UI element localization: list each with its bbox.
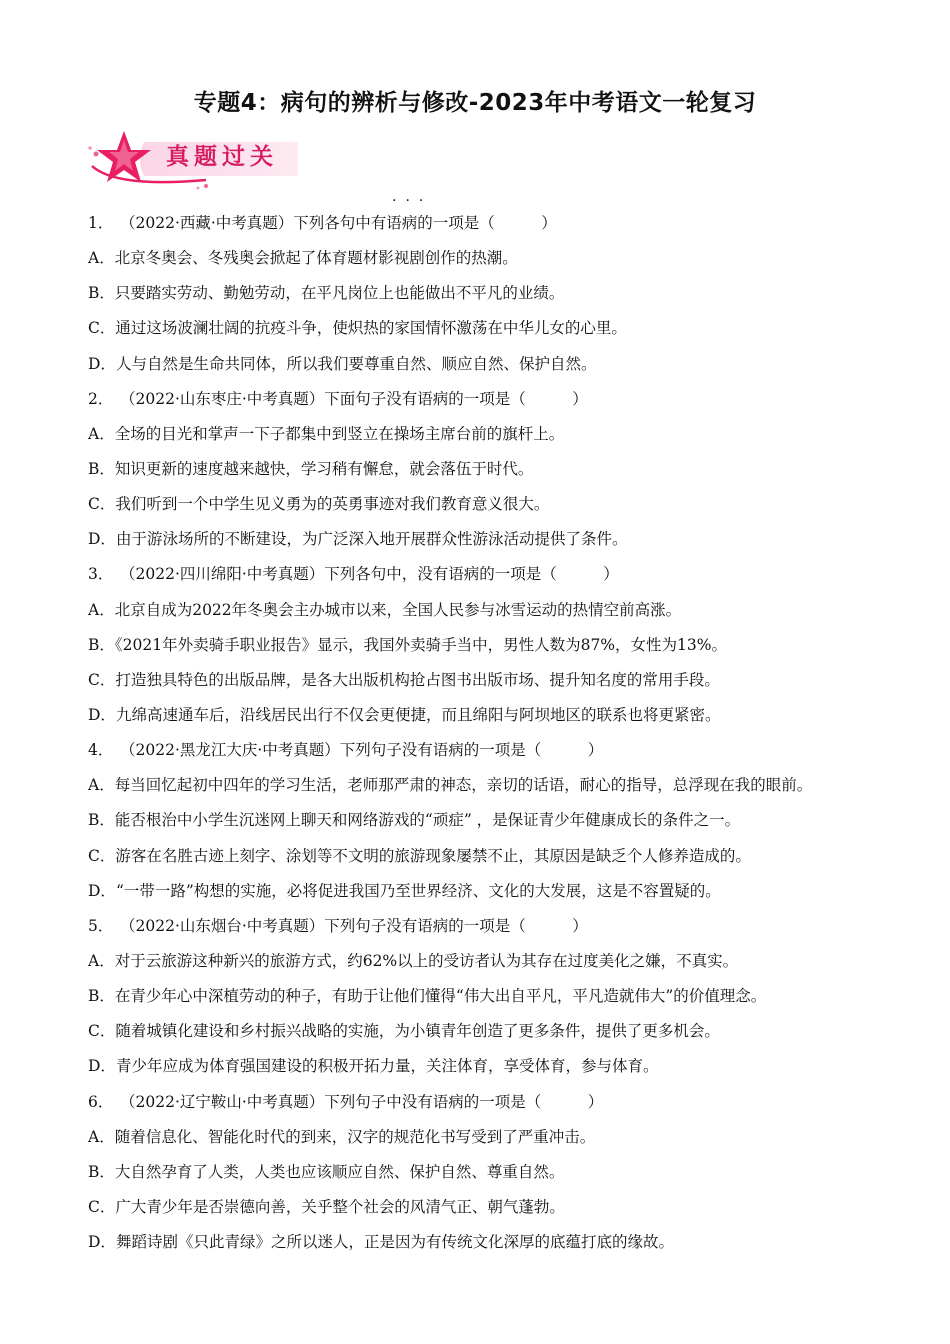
question-number: 6． [88, 1092, 114, 1111]
answer-option [88, 487, 888, 522]
option-text: 青少年应成为体育强国建设的积极开拓力量，关注体育，享受体育，参与体育。 [115, 1057, 659, 1076]
answer-option [88, 839, 888, 874]
answer-option [88, 663, 888, 698]
option-text: 人与自然是生命共同体，所以我们要尊重自然、顺应自然、保护自然。 [115, 354, 597, 373]
question-stem [88, 1085, 888, 1120]
question-text: （2022·四川绵阳·中考真题）下列各句中，没有语病的一项是（ ） [120, 565, 619, 584]
option-label: A． [88, 776, 115, 795]
question-stem [88, 909, 888, 944]
answer-option [88, 1014, 888, 1049]
answer-option [88, 803, 888, 838]
option-label: B． [88, 811, 115, 830]
option-label: A． [88, 424, 115, 443]
question-number: 4． [88, 741, 114, 760]
answer-option [88, 241, 888, 276]
option-text: 只要踏实劳动、勤勉劳动，在平凡岗位上也能做出不平凡的业绩。 [114, 284, 565, 303]
answer-option [88, 593, 888, 628]
option-text: 北京冬奥会、冬残奥会掀起了体育题材影视剧创作的热潮。 [114, 249, 518, 268]
option-text: 游客在名胜古迹上刻字、涂划等不文明的旅游现象屡禁不止，其原因是缺乏个人修养造成的。 [115, 846, 751, 865]
option-label: D． [88, 354, 116, 373]
option-text: 每当回忆起初中四年的学习生活，老师那严肃的神态，亲切的话语，耐心的指导，总浮现在我的眼前。 [114, 776, 813, 795]
option-text: 知识更新的速度越来越快，学习稍有懈怠，就会落伍于时代。 [114, 459, 534, 478]
option-label: A． [88, 1127, 115, 1146]
option-label: C． [88, 495, 116, 514]
question-stem [88, 206, 888, 241]
option-text: 通过这场波澜壮阔的抗疫斗争，使炽热的家国情怀激荡在中华儿女的心里。 [115, 319, 627, 338]
section-banner [86, 128, 301, 192]
option-text: 《2021年外卖骑手职业报告》显示，我国外卖骑手当中，男性人数为87%，女性为13%。 [114, 635, 727, 654]
option-text: 在青少年心中深植劳动的种子，有助于让他们懂得“伟大出自平凡，平凡造就伟大”的价值理念。 [114, 987, 767, 1006]
option-text: 打造独具特色的出版品牌，是各大出版机构抢占图书出版市场、提升知名度的常用手段。 [115, 670, 720, 689]
answer-option [88, 417, 888, 452]
option-text: 广大青少年是否崇德向善，关乎整个社会的风清气正、朝气蓬勃。 [115, 1197, 565, 1216]
answer-option [88, 1225, 888, 1260]
option-label: B． [88, 284, 115, 303]
answer-option [88, 276, 888, 311]
answer-option [88, 311, 888, 346]
answer-option [88, 1190, 888, 1225]
option-text: “一带一路”构想的实施，必将促进我国乃至世界经济、文化的大发展，这是不容置疑的。 [115, 881, 721, 900]
answer-option [88, 698, 888, 733]
option-label: C． [88, 319, 116, 338]
answer-option [88, 768, 888, 803]
option-text: 我们听到一个中学生见义勇为的英勇事迹对我们教育意义很大。 [115, 495, 550, 514]
option-label: A． [88, 600, 115, 619]
question-number: 5． [88, 916, 114, 935]
answer-option [88, 347, 888, 382]
option-label: D． [88, 530, 116, 549]
emphasis-dots: ··· [392, 193, 433, 209]
option-label: A． [88, 249, 115, 268]
section-banner-label: 真题过关 [166, 144, 278, 170]
option-text: 大自然孕育了人类，人类也应该顺应自然、保护自然、尊重自然。 [114, 1162, 565, 1181]
answer-option [88, 628, 888, 663]
option-text: 随着信息化、智能化时代的到来，汉字的规范化书写受到了严重冲击。 [114, 1127, 596, 1146]
option-label: C． [88, 1197, 116, 1216]
option-text: 对于云旅游这种新兴的旅游方式，约62%以上的受访者认为其存在过度美化之嫌，不真实。 [114, 951, 739, 970]
option-label: C． [88, 1022, 116, 1041]
question-list [88, 206, 888, 1260]
answer-option [88, 522, 888, 557]
option-label: C． [88, 670, 116, 689]
option-label: D． [88, 705, 116, 724]
question-text: （2022·西藏·中考真题）下列各句中有语病的一项是（ ） [120, 214, 557, 232]
question-text: （2022·黑龙江大庆·中考真题）下列句子没有语病的一项是（ ） [120, 741, 604, 760]
question-stem [88, 382, 888, 417]
question-number: 3． [88, 565, 114, 584]
option-label: D． [88, 881, 116, 900]
answer-option [88, 1049, 888, 1084]
answer-option [88, 874, 888, 909]
option-text: 舞蹈诗剧《只此青绿》之所以迷人，正是因为有传统文化深厚的底蕴打底的缘故。 [115, 1233, 674, 1252]
answer-option [88, 1155, 888, 1190]
option-label: A． [88, 951, 115, 970]
option-label: D． [88, 1057, 116, 1076]
option-text: 能否根治中小学生沉迷网上聊天和网络游戏的“顽症” ，是保证青少年健康成长的条件之一。 [114, 811, 741, 830]
option-text: 北京自成为2022年冬奥会主办城市以来，全国人民参与冰雪运动的热情空前高涨。 [114, 600, 682, 619]
question-stem [88, 733, 888, 768]
question-text: （2022·山东烟台·中考真题）下列句子没有语病的一项是（ ） [120, 916, 588, 935]
option-text: 九绵高速通车后，沿线居民出行不仅会更便捷，而且绵阳与阿坝地区的联系也将更紧密。 [115, 705, 721, 724]
option-label: B． [88, 459, 115, 478]
question-number: 1． [88, 214, 114, 232]
answer-option [88, 1120, 888, 1155]
answer-option [88, 979, 888, 1014]
page-title: 专题4：病句的辨析与修改-2023年中考语文一轮复习 [193, 90, 757, 116]
option-text: 全场的目光和掌声一下子都集中到竖立在操场主席台前的旗杆上。 [114, 424, 565, 443]
option-label: C． [88, 846, 116, 865]
answer-option [88, 452, 888, 487]
option-label: B． [88, 1162, 115, 1181]
option-label: B． [88, 987, 115, 1006]
question-text: （2022·辽宁鞍山·中考真题）下列句子中没有语病的一项是（ ） [120, 1092, 604, 1111]
option-text: 由于游泳场所的不断建设，为广泛深入地开展群众性游泳活动提供了条件。 [115, 530, 628, 549]
question-text: （2022·山东枣庄·中考真题）下面句子没有语病的一项是（ ） [120, 389, 588, 408]
star-icon [94, 128, 154, 188]
question-stem [88, 557, 888, 592]
option-text: 随着城镇化建设和乡村振兴战略的实施，为小镇青年创造了更多条件，提供了更多机会。 [115, 1022, 720, 1041]
answer-option [88, 944, 888, 979]
option-label: B． [88, 635, 115, 654]
question-number: 2． [88, 389, 114, 408]
option-label: D． [88, 1233, 116, 1252]
